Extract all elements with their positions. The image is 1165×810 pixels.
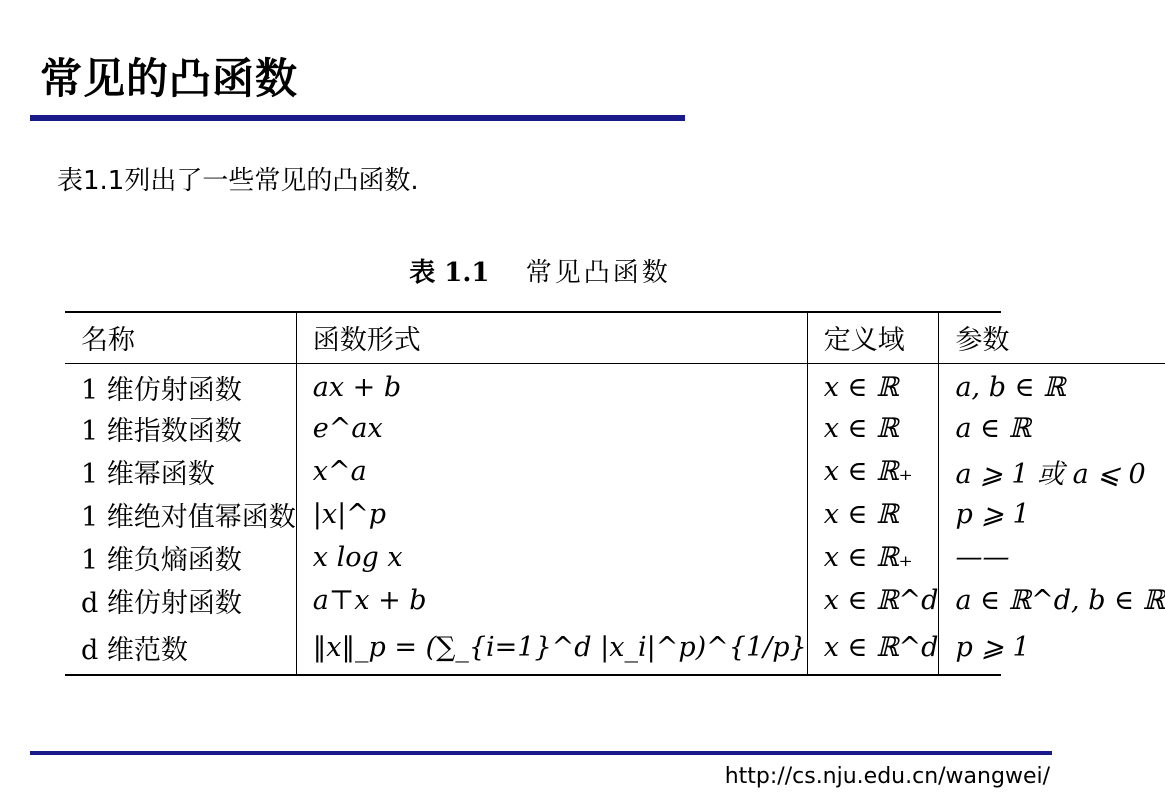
table-row [65, 536, 1165, 579]
cell-domain: x ∈ ℝ^d [807, 622, 939, 674]
header-params: 参数 [939, 313, 1165, 363]
slide-title: 常见的凸函数 [40, 54, 299, 103]
cell-form: x log x [296, 536, 807, 579]
cell-domain: x ∈ ℝ [807, 363, 939, 407]
cell-domain: x ∈ ℝ₊ [807, 536, 939, 579]
cell-form: x^a [296, 450, 807, 493]
table-row [65, 493, 1165, 536]
cell-name: 1 维指数函数 [81, 415, 242, 447]
footer-url: http://cs.nju.edu.cn/wangwei/ [724, 764, 1050, 789]
cell-name: d 维范数 [81, 635, 188, 666]
cell-name: 1 维绝对值幂函数 [81, 501, 296, 533]
cell-form: ‖x‖_p = (∑_{i=1}^d |x_i|^p)^{1/p} [296, 622, 807, 674]
convex-functions-table [65, 311, 1165, 676]
table-row [65, 363, 1165, 407]
cell-form: ax + b [296, 363, 807, 407]
cell-name: 1 维仿射函数 [81, 374, 242, 406]
header-name: 名称 [65, 313, 296, 363]
title-underline [30, 115, 685, 121]
cell-form: |x|^p [296, 493, 807, 536]
cell-name: d 维仿射函数 [81, 587, 242, 619]
cell-params: a, b ∈ ℝ [939, 363, 1165, 407]
table-caption [0, 252, 1080, 289]
header-domain: 定义域 [807, 313, 939, 363]
cell-params: —— [939, 536, 1165, 579]
cell-domain: x ∈ ℝ [807, 493, 939, 536]
cell-params: a ∈ ℝ^d, b ∈ ℝ [939, 579, 1165, 622]
cell-form: a⊤x + b [296, 579, 807, 622]
table-header-row [65, 313, 1165, 363]
cell-params: a ∈ ℝ [939, 407, 1165, 450]
table-row [65, 450, 1165, 493]
cell-name: 1 维幂函数 [81, 458, 215, 490]
convex-table [65, 313, 1165, 674]
cell-params: a ⩾ 1 或 a ⩽ 0 [939, 450, 1165, 493]
header-form: 函数形式 [296, 313, 807, 363]
cell-domain: x ∈ ℝ^d [807, 579, 939, 622]
cell-name: 1 维负熵函数 [81, 544, 242, 576]
table-row [65, 407, 1165, 450]
cell-domain: x ∈ ℝ [807, 407, 939, 450]
table-row [65, 622, 1165, 674]
intro-text: 表1.1列出了一些常见的凸函数. [57, 166, 419, 196]
table-row [65, 579, 1165, 622]
caption-number: 表 1.1 [409, 258, 490, 288]
cell-params: p ⩾ 1 [939, 493, 1165, 536]
cell-params: p ⩾ 1 [939, 622, 1165, 674]
cell-domain: x ∈ ℝ₊ [807, 450, 939, 493]
footer-rule [30, 751, 1052, 755]
caption-text: 常见凸函数 [525, 258, 671, 288]
cell-form: e^ax [296, 407, 807, 450]
